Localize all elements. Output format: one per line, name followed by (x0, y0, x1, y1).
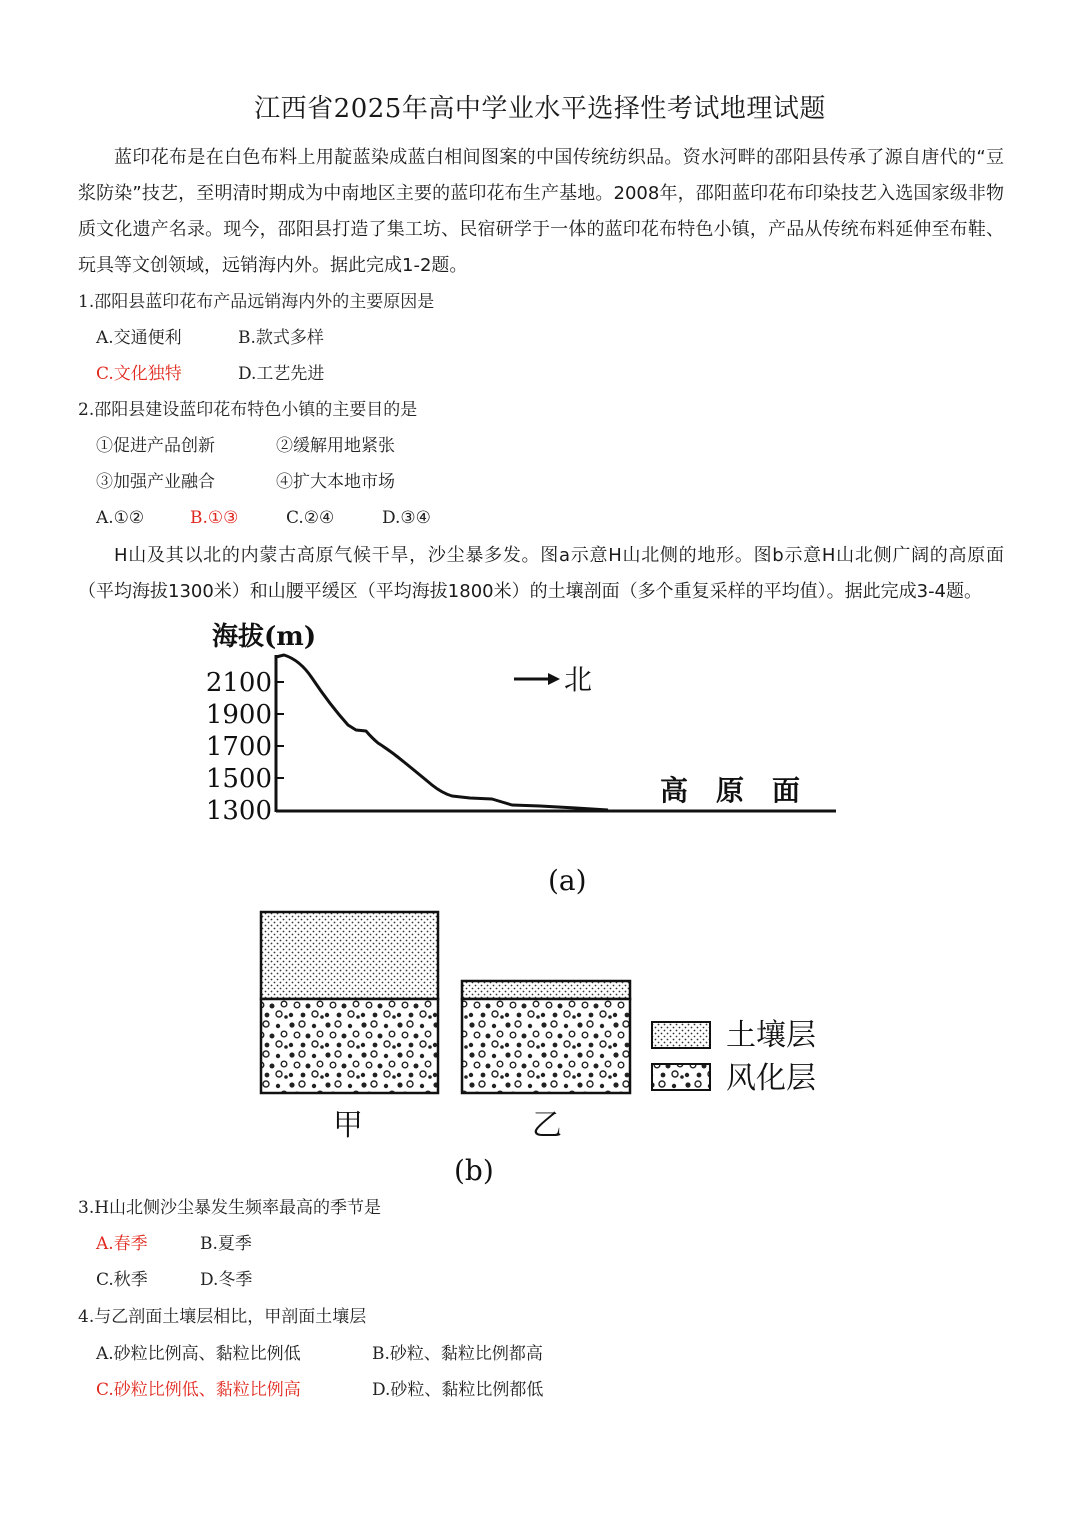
legend-weathered-swatch (652, 1064, 710, 1090)
q2-option-a: A.①② (96, 508, 145, 528)
q2-option-b-answer: B.①③ (190, 508, 239, 528)
q2-statement-3: ③加强产业融合 (96, 472, 215, 492)
q3-option-c: C.秋季 (96, 1270, 148, 1290)
q3-option-d: D.冬季 (200, 1270, 253, 1290)
north-label: 北 (564, 663, 593, 696)
question-1-stem: 1.邵阳县蓝印花布产品远销海内外的主要原因是 (78, 292, 435, 312)
figure-a-caption: (a) (548, 864, 587, 897)
figure-a-terrain (206, 622, 836, 897)
passage-2: H山及其以北的内蒙古高原气候干旱，沙尘暴多发。图a示意H山北侧的地形。图b示意H山北侧广阔的高原面（平均海拔1300米）和山腰平缓区（平均海拔1800米）的土壤剖面（多个重复采样的平均值）。据此完成3-4题。 (78, 545, 1004, 602)
q4-option-a: A.砂粒比例高、黏粒比例低 (96, 1344, 301, 1364)
passage-1: 蓝印花布是在白色布料上用靛蓝染成蓝白相间图案的中国传统纺织品。资水河畔的邵阳县传承了源自唐代的“豆浆防染”技艺，至明清时期成为中南地区主要的蓝印花布生产基地。2008年，邵阳蓝印花布印染技艺入选国家级非物质文化遗产名录。现今，邵阳县打造了集工坊、民宿研学于一体的蓝印花布特色小镇，产品从传统布料延伸至布鞋、玩具等文创领域，远销海内外。据此完成1-2题。 (78, 147, 1004, 276)
legend-weathered-label: 风化层 (726, 1061, 816, 1096)
q1-option-b: B.款式多样 (238, 328, 324, 348)
profile-yi (462, 981, 630, 1093)
page-title: 江西省2025年高中学业水平选择性考试地理试题 (254, 94, 826, 124)
q1-option-a: A.交通便利 (96, 328, 182, 348)
profile-jia-weathered-layer (261, 999, 438, 1093)
profile-yi-weathered-layer (462, 999, 630, 1093)
question-4-stem: 4.与乙剖面土壤层相比，甲剖面土壤层 (78, 1307, 367, 1327)
legend-soil-label: 土壤层 (726, 1018, 816, 1053)
profile-yi-label: 乙 (532, 1108, 562, 1143)
figure-b-caption: (b) (454, 1154, 494, 1187)
q4-option-d: D.砂粒、黏粒比例都低 (372, 1380, 544, 1400)
q2-statement-2: ②缓解用地紧张 (276, 436, 395, 456)
profile-jia-label: 甲 (333, 1108, 363, 1143)
q1-option-d: D.工艺先进 (238, 364, 325, 384)
figure-a-tick-2100: 2100 (205, 668, 272, 698)
q3-option-b: B.夏季 (200, 1234, 252, 1254)
q2-option-c: C.②④ (286, 508, 335, 528)
figure-a-tick-1500: 1500 (205, 764, 272, 794)
q4-option-b: B.砂粒、黏粒比例都高 (372, 1344, 543, 1364)
q2-option-d: D.③④ (382, 508, 431, 528)
q3-option-a-answer: A.春季 (96, 1234, 148, 1254)
q4-option-c-answer: C.砂粒比例低、黏粒比例高 (96, 1380, 301, 1400)
profile-yi-soil-layer (462, 981, 630, 999)
q2-statement-1: ①促进产品创新 (96, 436, 215, 456)
north-arrow-icon (514, 673, 560, 685)
profile-jia-soil-layer (261, 912, 438, 999)
question-2-stem: 2.邵阳县建设蓝印花布特色小镇的主要目的是 (78, 400, 418, 420)
q1-option-c-answer: C.文化独特 (96, 364, 182, 384)
figure-b-soil-profiles (261, 912, 816, 1187)
figure-a-y-axis-label: 海拔(m) (212, 622, 317, 652)
figure-a-tick-1300: 1300 (205, 796, 272, 826)
question-3-stem: 3.H山北侧沙尘暴发生频率最高的季节是 (78, 1198, 382, 1218)
q2-statement-4: ④扩大本地市场 (276, 472, 395, 492)
legend-soil-swatch (652, 1022, 710, 1048)
figure-a-tick-1900: 1900 (205, 700, 272, 730)
figure-a-tick-1700: 1700 (205, 732, 272, 762)
profile-jia (261, 912, 438, 1093)
plateau-label: 高 原 面 (660, 774, 801, 807)
